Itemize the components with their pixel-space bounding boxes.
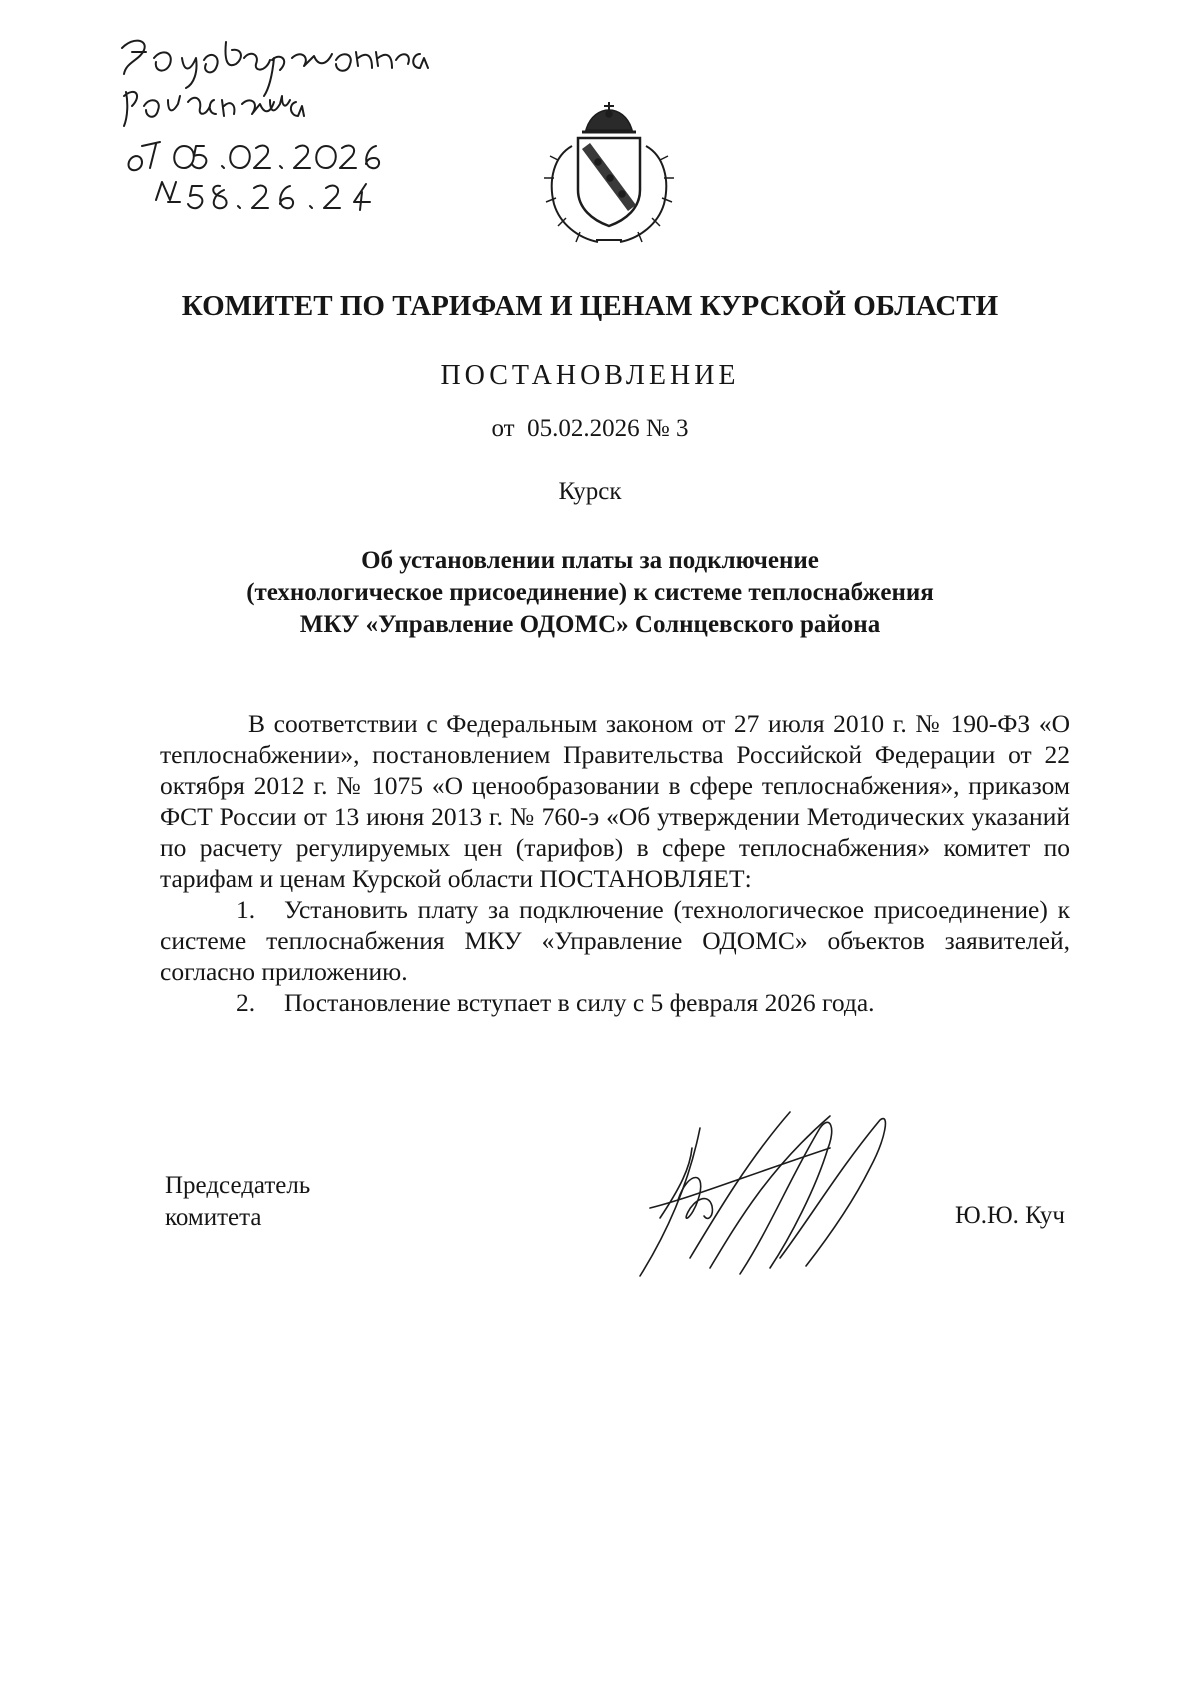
- preamble-paragraph: В соответствии с Федеральным законом от 27 июля 2010 г. № 190-ФЗ «О теплоснабжении», постановлением Правительства Российской Федерации от 22 октября 2012 г. № 1075 «О ценообразовании в сфере теплоснабжения», приказом ФСТ России от 13 июня 2013 г. № 760-э «Об утверждении Методических указаний по расчету регулируемых цен (тарифов) в сфере теплоснабжения» комитет по тарифам и ценам Курской области ПОСТАНОВЛЯЕТ:: [160, 709, 1070, 893]
- coat-of-arms: [536, 100, 682, 250]
- item-number: 2.: [236, 988, 256, 1017]
- signature-image: [620, 1108, 900, 1278]
- handwritten-registration-note: [104, 28, 524, 238]
- document-type: ПОСТАНОВЛЕНИЕ: [440, 360, 740, 391]
- item-text: Постановление вступает в силу с 5 февраля 2026 года.: [284, 988, 875, 1017]
- handwritten-registration-note-image: [104, 28, 524, 238]
- signatory-position: [165, 1170, 310, 1234]
- kursk-region-coat-of-arms-icon: [536, 100, 682, 250]
- resolution-item-1: [160, 894, 1070, 987]
- title-line-2: (технологическое присоединение) к системе теплоснабжения: [246, 579, 934, 606]
- position-line-1: Председатель: [165, 1172, 311, 1199]
- position-line-2: комитета: [165, 1204, 262, 1231]
- item-number: 1.: [236, 895, 256, 924]
- document-title: [160, 545, 1020, 641]
- signatory-name: Ю.Ю. Куч: [955, 1202, 1066, 1229]
- item-text: Установить плату за подключение (технологическое присоединение) к системе теплоснабжения МКУ «Управление ОДОМС» объектов заявителей, согласно приложению.: [160, 895, 1070, 986]
- resolution-item-2: [160, 987, 1070, 1018]
- document-body: [160, 708, 1070, 1018]
- handwritten-signature: [620, 1108, 900, 1278]
- committee-heading: КОМИТЕТ ПО ТАРИФАМ И ЦЕНАМ КУРСКОЙ ОБЛАСТИ: [181, 290, 999, 322]
- title-line-3: МКУ «Управление ОДОМС» Солнцевского района: [299, 611, 881, 638]
- title-line-1: Об установлении платы за подключение: [361, 547, 819, 574]
- city-name: Курск: [558, 478, 622, 505]
- document-date-number: от 05.02.2026 № 3: [491, 415, 689, 442]
